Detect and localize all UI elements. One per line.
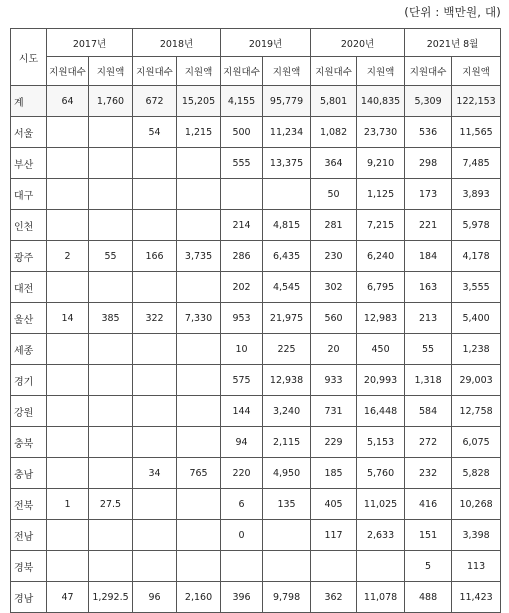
count-header: 지원대수 — [311, 57, 357, 86]
amount-cell: 7,330 — [177, 303, 221, 334]
region-cell: 전북 — [11, 489, 47, 520]
count-cell: 10 — [221, 334, 263, 365]
amount-cell — [89, 334, 133, 365]
amount-cell: 1,292.5 — [89, 582, 133, 613]
count-cell — [47, 396, 89, 427]
count-cell: 362 — [311, 582, 357, 613]
region-cell: 경북 — [11, 551, 47, 582]
amount-cell: 1,760 — [89, 86, 133, 117]
count-cell — [47, 210, 89, 241]
table-row — [11, 396, 501, 427]
region-cell: 대구 — [11, 179, 47, 210]
amount-cell — [263, 520, 311, 551]
count-cell: 500 — [221, 117, 263, 148]
region-cell: 경기 — [11, 365, 47, 396]
amount-header: 지원액 — [263, 57, 311, 86]
count-cell — [133, 396, 177, 427]
region-cell: 세종 — [11, 334, 47, 365]
amount-header: 지원액 — [357, 57, 405, 86]
count-cell: 555 — [221, 148, 263, 179]
year-header: 2021년 8월 — [405, 29, 501, 57]
subsidy-table — [10, 28, 501, 613]
count-cell: 416 — [405, 489, 452, 520]
count-cell — [133, 520, 177, 551]
amount-cell: 7,215 — [357, 210, 405, 241]
count-cell: 151 — [405, 520, 452, 551]
amount-cell: 1,125 — [357, 179, 405, 210]
count-cell: 173 — [405, 179, 452, 210]
count-cell: 232 — [405, 458, 452, 489]
count-cell: 5 — [405, 551, 452, 582]
count-cell — [47, 148, 89, 179]
amount-cell: 12,938 — [263, 365, 311, 396]
count-cell: 953 — [221, 303, 263, 334]
count-cell: 94 — [221, 427, 263, 458]
count-cell — [133, 365, 177, 396]
amount-cell: 135 — [263, 489, 311, 520]
amount-cell: 4,178 — [452, 241, 501, 272]
table-row — [11, 210, 501, 241]
amount-cell: 11,025 — [357, 489, 405, 520]
amount-cell: 1,238 — [452, 334, 501, 365]
count-cell: 1,082 — [311, 117, 357, 148]
count-cell — [133, 272, 177, 303]
amount-cell: 4,815 — [263, 210, 311, 241]
amount-cell: 15,205 — [177, 86, 221, 117]
amount-cell: 11,234 — [263, 117, 311, 148]
count-cell: 731 — [311, 396, 357, 427]
count-cell: 672 — [133, 86, 177, 117]
unit-note: (단위 : 백만원, 대) — [404, 5, 501, 19]
count-cell — [133, 427, 177, 458]
count-cell: 163 — [405, 272, 452, 303]
region-cell: 대전 — [11, 272, 47, 303]
amount-cell — [357, 551, 405, 582]
amount-cell: 29,003 — [452, 365, 501, 396]
amount-cell: 21,975 — [263, 303, 311, 334]
table-row — [11, 179, 501, 210]
amount-header: 지원액 — [452, 57, 501, 86]
region-cell: 광주 — [11, 241, 47, 272]
count-cell: 55 — [405, 334, 452, 365]
count-cell: 560 — [311, 303, 357, 334]
count-cell: 185 — [311, 458, 357, 489]
amount-cell: 140,835 — [357, 86, 405, 117]
count-cell — [47, 272, 89, 303]
amount-cell: 5,978 — [452, 210, 501, 241]
amount-cell: 2,633 — [357, 520, 405, 551]
count-cell: 0 — [221, 520, 263, 551]
count-cell: 213 — [405, 303, 452, 334]
amount-cell: 6,435 — [263, 241, 311, 272]
table-row — [11, 489, 501, 520]
amount-cell: 6,240 — [357, 241, 405, 272]
count-cell — [133, 148, 177, 179]
amount-cell: 225 — [263, 334, 311, 365]
year-header: 2017년 — [47, 29, 133, 57]
count-cell — [47, 551, 89, 582]
count-cell — [133, 551, 177, 582]
count-cell: 14 — [47, 303, 89, 334]
amount-cell: 5,760 — [357, 458, 405, 489]
amount-cell: 13,375 — [263, 148, 311, 179]
table-row — [11, 427, 501, 458]
amount-cell: 4,950 — [263, 458, 311, 489]
amount-cell: 20,993 — [357, 365, 405, 396]
year-header: 2020년 — [311, 29, 405, 57]
count-cell: 221 — [405, 210, 452, 241]
amount-cell: 385 — [89, 303, 133, 334]
amount-cell — [177, 551, 221, 582]
amount-cell — [89, 551, 133, 582]
count-cell — [133, 210, 177, 241]
count-cell: 396 — [221, 582, 263, 613]
count-cell: 230 — [311, 241, 357, 272]
amount-cell — [177, 148, 221, 179]
count-cell — [133, 334, 177, 365]
count-cell: 302 — [311, 272, 357, 303]
count-header: 지원대수 — [47, 57, 89, 86]
count-cell: 2 — [47, 241, 89, 272]
region-cell: 경남 — [11, 582, 47, 613]
table-row — [11, 582, 501, 613]
amount-cell — [177, 334, 221, 365]
amount-cell: 1,215 — [177, 117, 221, 148]
table-body — [11, 86, 501, 613]
amount-cell — [89, 520, 133, 551]
count-cell — [47, 179, 89, 210]
amount-cell: 95,779 — [263, 86, 311, 117]
count-cell — [221, 179, 263, 210]
amount-cell: 11,565 — [452, 117, 501, 148]
amount-cell — [177, 520, 221, 551]
amount-cell: 16,448 — [357, 396, 405, 427]
table-row — [11, 334, 501, 365]
count-cell: 47 — [47, 582, 89, 613]
amount-cell — [177, 396, 221, 427]
amount-cell: 23,730 — [357, 117, 405, 148]
count-cell — [47, 365, 89, 396]
amount-cell — [89, 458, 133, 489]
count-cell: 1,318 — [405, 365, 452, 396]
table-row — [11, 148, 501, 179]
amount-cell — [263, 179, 311, 210]
count-cell: 272 — [405, 427, 452, 458]
amount-cell: 3,893 — [452, 179, 501, 210]
amount-cell: 55 — [89, 241, 133, 272]
count-cell: 584 — [405, 396, 452, 427]
amount-cell: 10,268 — [452, 489, 501, 520]
count-cell — [47, 520, 89, 551]
count-cell: 286 — [221, 241, 263, 272]
amount-cell: 12,758 — [452, 396, 501, 427]
amount-cell: 3,240 — [263, 396, 311, 427]
amount-cell: 3,555 — [452, 272, 501, 303]
amount-cell — [177, 427, 221, 458]
count-cell — [133, 489, 177, 520]
count-cell — [221, 551, 263, 582]
amount-cell — [177, 489, 221, 520]
amount-cell: 27.5 — [89, 489, 133, 520]
year-header: 2019년 — [221, 29, 311, 57]
region-header: 시도 — [11, 29, 47, 86]
count-cell: 322 — [133, 303, 177, 334]
count-cell: 96 — [133, 582, 177, 613]
table-row — [11, 117, 501, 148]
amount-cell: 6,075 — [452, 427, 501, 458]
amount-cell: 11,078 — [357, 582, 405, 613]
amount-cell: 5,153 — [357, 427, 405, 458]
count-cell: 117 — [311, 520, 357, 551]
count-cell — [47, 117, 89, 148]
amount-cell: 5,828 — [452, 458, 501, 489]
count-cell: 4,155 — [221, 86, 263, 117]
amount-cell: 12,983 — [357, 303, 405, 334]
amount-cell: 2,115 — [263, 427, 311, 458]
count-cell: 34 — [133, 458, 177, 489]
amount-cell — [89, 427, 133, 458]
count-cell: 1 — [47, 489, 89, 520]
amount-cell — [89, 396, 133, 427]
region-cell: 서울 — [11, 117, 47, 148]
amount-cell — [177, 179, 221, 210]
table-row — [11, 551, 501, 582]
total-row — [11, 86, 501, 117]
region-cell: 전남 — [11, 520, 47, 551]
count-cell: 220 — [221, 458, 263, 489]
region-cell: 인천 — [11, 210, 47, 241]
amount-cell: 113 — [452, 551, 501, 582]
sub-header-row — [11, 57, 501, 86]
count-header: 지원대수 — [221, 57, 263, 86]
count-cell — [47, 427, 89, 458]
amount-header: 지원액 — [177, 57, 221, 86]
count-cell: 229 — [311, 427, 357, 458]
year-header-row — [11, 29, 501, 57]
count-cell: 54 — [133, 117, 177, 148]
count-header: 지원대수 — [133, 57, 177, 86]
count-cell: 575 — [221, 365, 263, 396]
region-cell: 강원 — [11, 396, 47, 427]
region-cell: 충북 — [11, 427, 47, 458]
count-cell: 281 — [311, 210, 357, 241]
count-cell: 933 — [311, 365, 357, 396]
amount-cell — [89, 179, 133, 210]
count-cell: 20 — [311, 334, 357, 365]
count-cell: 50 — [311, 179, 357, 210]
count-cell: 364 — [311, 148, 357, 179]
amount-cell — [89, 365, 133, 396]
amount-cell: 9,210 — [357, 148, 405, 179]
count-cell: 214 — [221, 210, 263, 241]
region-cell: 울산 — [11, 303, 47, 334]
count-cell: 488 — [405, 582, 452, 613]
count-header: 지원대수 — [405, 57, 452, 86]
amount-cell: 122,153 — [452, 86, 501, 117]
table-row — [11, 272, 501, 303]
amount-cell — [263, 551, 311, 582]
amount-cell — [177, 365, 221, 396]
amount-cell: 4,545 — [263, 272, 311, 303]
count-cell: 536 — [405, 117, 452, 148]
count-cell: 166 — [133, 241, 177, 272]
amount-cell: 6,795 — [357, 272, 405, 303]
count-cell — [47, 334, 89, 365]
count-cell: 202 — [221, 272, 263, 303]
amount-cell — [89, 148, 133, 179]
amount-cell — [89, 117, 133, 148]
amount-cell: 3,398 — [452, 520, 501, 551]
count-cell: 5,801 — [311, 86, 357, 117]
year-header: 2018년 — [133, 29, 221, 57]
count-cell: 64 — [47, 86, 89, 117]
count-cell: 6 — [221, 489, 263, 520]
count-cell: 144 — [221, 396, 263, 427]
amount-cell: 2,160 — [177, 582, 221, 613]
amount-cell — [177, 210, 221, 241]
table-row — [11, 365, 501, 396]
region-cell: 부산 — [11, 148, 47, 179]
count-cell — [133, 179, 177, 210]
table-row — [11, 241, 501, 272]
count-cell: 5,309 — [405, 86, 452, 117]
count-cell: 298 — [405, 148, 452, 179]
amount-cell: 5,400 — [452, 303, 501, 334]
amount-cell: 11,423 — [452, 582, 501, 613]
amount-cell: 450 — [357, 334, 405, 365]
amount-header: 지원액 — [89, 57, 133, 86]
amount-cell: 9,798 — [263, 582, 311, 613]
amount-cell: 3,735 — [177, 241, 221, 272]
count-cell: 405 — [311, 489, 357, 520]
count-cell — [311, 551, 357, 582]
count-cell — [47, 458, 89, 489]
table-row — [11, 458, 501, 489]
region-cell: 충남 — [11, 458, 47, 489]
amount-cell — [89, 272, 133, 303]
amount-cell: 765 — [177, 458, 221, 489]
count-cell: 184 — [405, 241, 452, 272]
amount-cell — [177, 272, 221, 303]
table-row — [11, 520, 501, 551]
amount-cell — [89, 210, 133, 241]
region-cell: 계 — [11, 86, 47, 117]
table-row — [11, 303, 501, 334]
amount-cell: 7,485 — [452, 148, 501, 179]
